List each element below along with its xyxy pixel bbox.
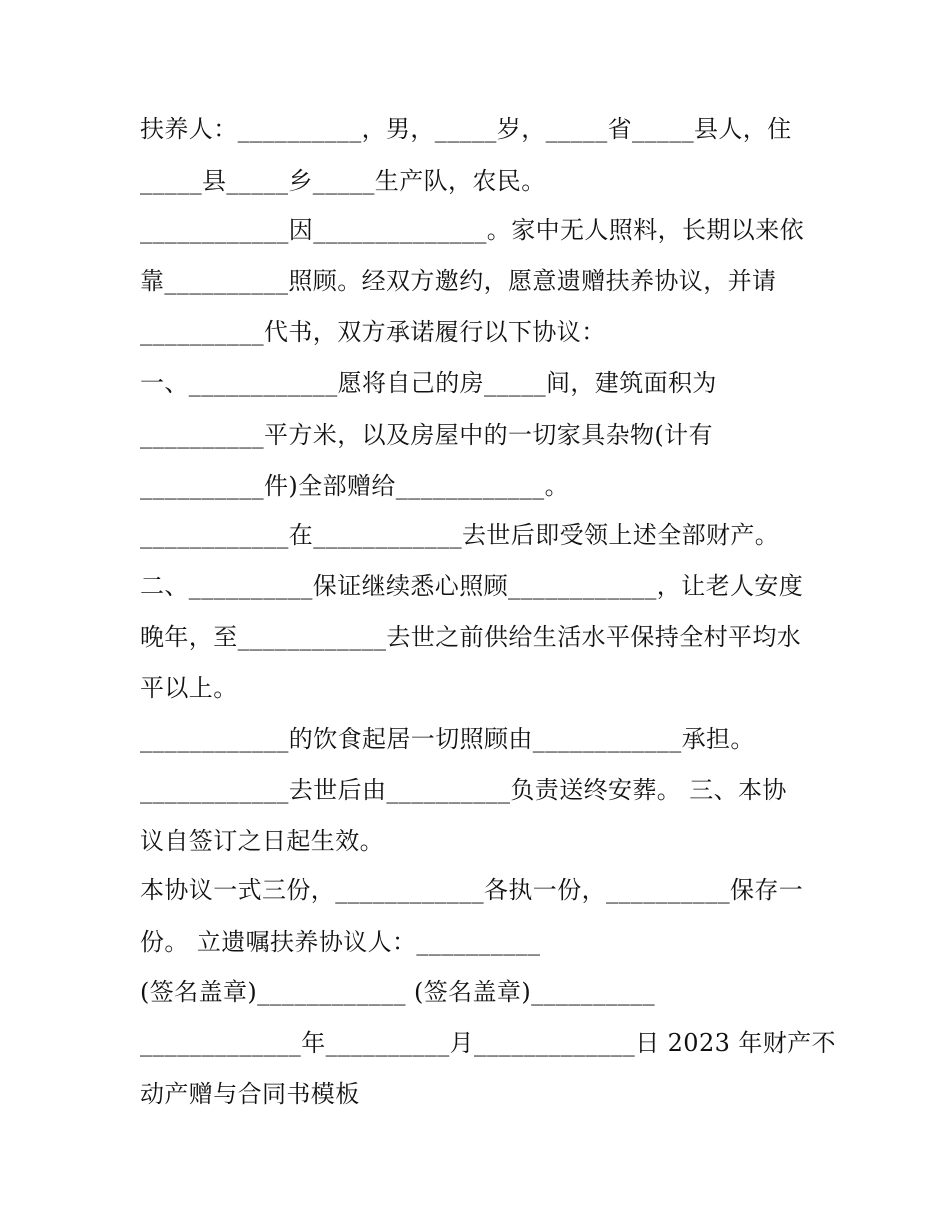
- text-line: 二、__________保证继续悉心照顾____________，让老人安度: [140, 572, 804, 600]
- text-line: ____________去世后由__________负责送终安葬。 三、本协: [140, 776, 787, 804]
- text-line: ____________的饮食起居一切照顾由____________承担。: [140, 725, 755, 753]
- text-line: 一、____________愿将自己的房_____间，建筑面积为: [140, 369, 717, 397]
- text-line: ____________在____________去世后即受领上述全部财产。: [140, 521, 780, 549]
- text-line: __________代书，双方承诺履行以下协议：: [140, 318, 606, 346]
- text-line: _____________年__________月_____________日 2023 年财产不: [140, 1029, 836, 1057]
- text-line: 份。 立遗嘱扶养协议人：__________: [140, 928, 541, 956]
- text-line: ____________因______________。家中无人照料，长期以来依: [140, 216, 804, 244]
- text-line: 靠__________照顾。经双方邀约，愿意遗赠扶养协议，并请: [140, 267, 777, 295]
- text-line: 扶养人：__________，男，_____岁，_____省_____县人，住: [140, 115, 792, 143]
- text-line: 晚年，至____________去世之前供给生活水平保持全村平均水: [140, 623, 802, 651]
- text-line: 议自签订之日起生效。: [140, 827, 384, 855]
- text-line: 平以上。: [140, 674, 238, 702]
- text-line: _____县_____乡_____生产队，农民。: [140, 167, 546, 195]
- text-line: 本协议一式三份，____________各执一份，__________保存一: [140, 876, 804, 904]
- text-line: 动产赠与合同书模板: [140, 1080, 360, 1108]
- text-line: __________件)全部赠给____________。: [140, 472, 569, 500]
- text-line: __________平方米，以及房屋中的一切家具杂物(计有: [140, 421, 713, 449]
- text-line: (签名盖章)____________ (签名盖章)__________: [140, 978, 656, 1006]
